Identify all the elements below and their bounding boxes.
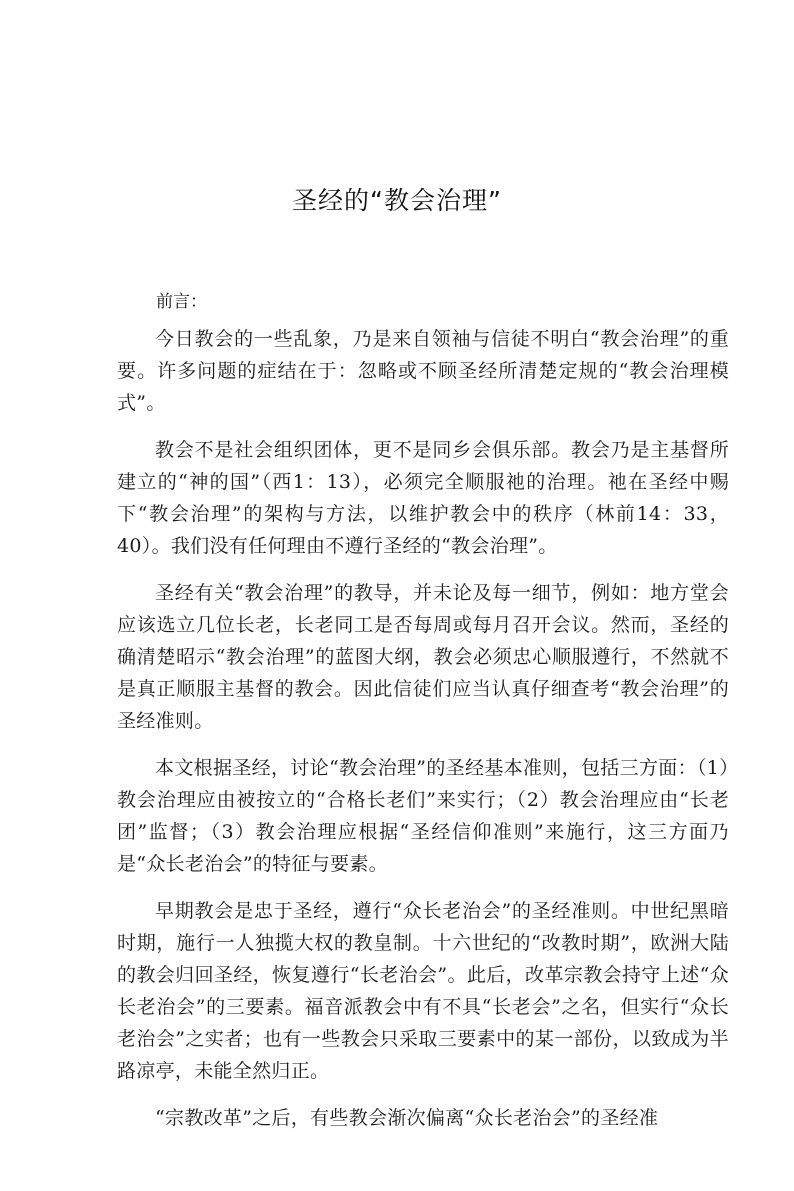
- paragraph: 本文根据圣经，讨论“教会治理”的圣经基本准则，包括三方面：（1）教会治理应由被按立的“合格长老们”来实行；（2）教会治理应由“长老团”监督；（3）教会治理应根据“圣经信仰准则”来施行，这三方面乃是“众长老治会”的特征与要素。: [117, 757, 729, 875]
- body-text: [117, 323, 729, 1149]
- paragraph: 教会不是社会组织团体，更不是同乡会俱乐部。教会乃是主基督所建立的“神的国”（西1：13），必须完全顺服祂的治理。祂在圣经中赐下“教会治理”的架构与方法，以维护教会中的秩序（林前14：33，40）。我们没有任何理由不遵行圣经的“教会治理”。: [117, 439, 729, 557]
- page-title: 圣经的“教会治理”: [292, 186, 502, 215]
- paragraph: 圣经有关“教会治理”的教导，并未论及每一细节，例如：地方堂会应该选立几位长老，长老同工是否每周或每月召开会议。然而，圣经的确清楚昭示“教会治理”的蓝图大纲，教会必须忠心顺服遵行，不然就不是真正顺服主基督的教会。因此信徒们应当认真仔细查考“教会治理”的圣经准则。: [117, 582, 729, 732]
- paragraph: 今日教会的一些乱象，乃是来自领袖与信徒不明白“教会治理”的重要。许多问题的症结在于：忽略或不顾圣经所清楚定规的“教会治理模式”。: [117, 328, 729, 414]
- section-heading-preface: 前言：: [156, 292, 207, 312]
- paragraph: “宗教改革”之后，有些教会渐次偏离“众长老治会”的圣经准: [155, 1107, 659, 1129]
- paragraph: 早期教会是忠于圣经，遵行“众长老治会”的圣经准则。中世纪黑暗时期，施行一人独揽大权的教皇制。十六世纪的“改教时期”，欧洲大陆的教会归回圣经，恢复遵行“长老治会”。此后，改革宗教会持守上述“众长老治会”的三要素。福音派教会中有不具“长老会”之名，但实行“众长老治会”之实者；也有一些教会只采取三要素中的某一部份，以致成为半路凉亭，未能全然归正。: [117, 900, 729, 1082]
